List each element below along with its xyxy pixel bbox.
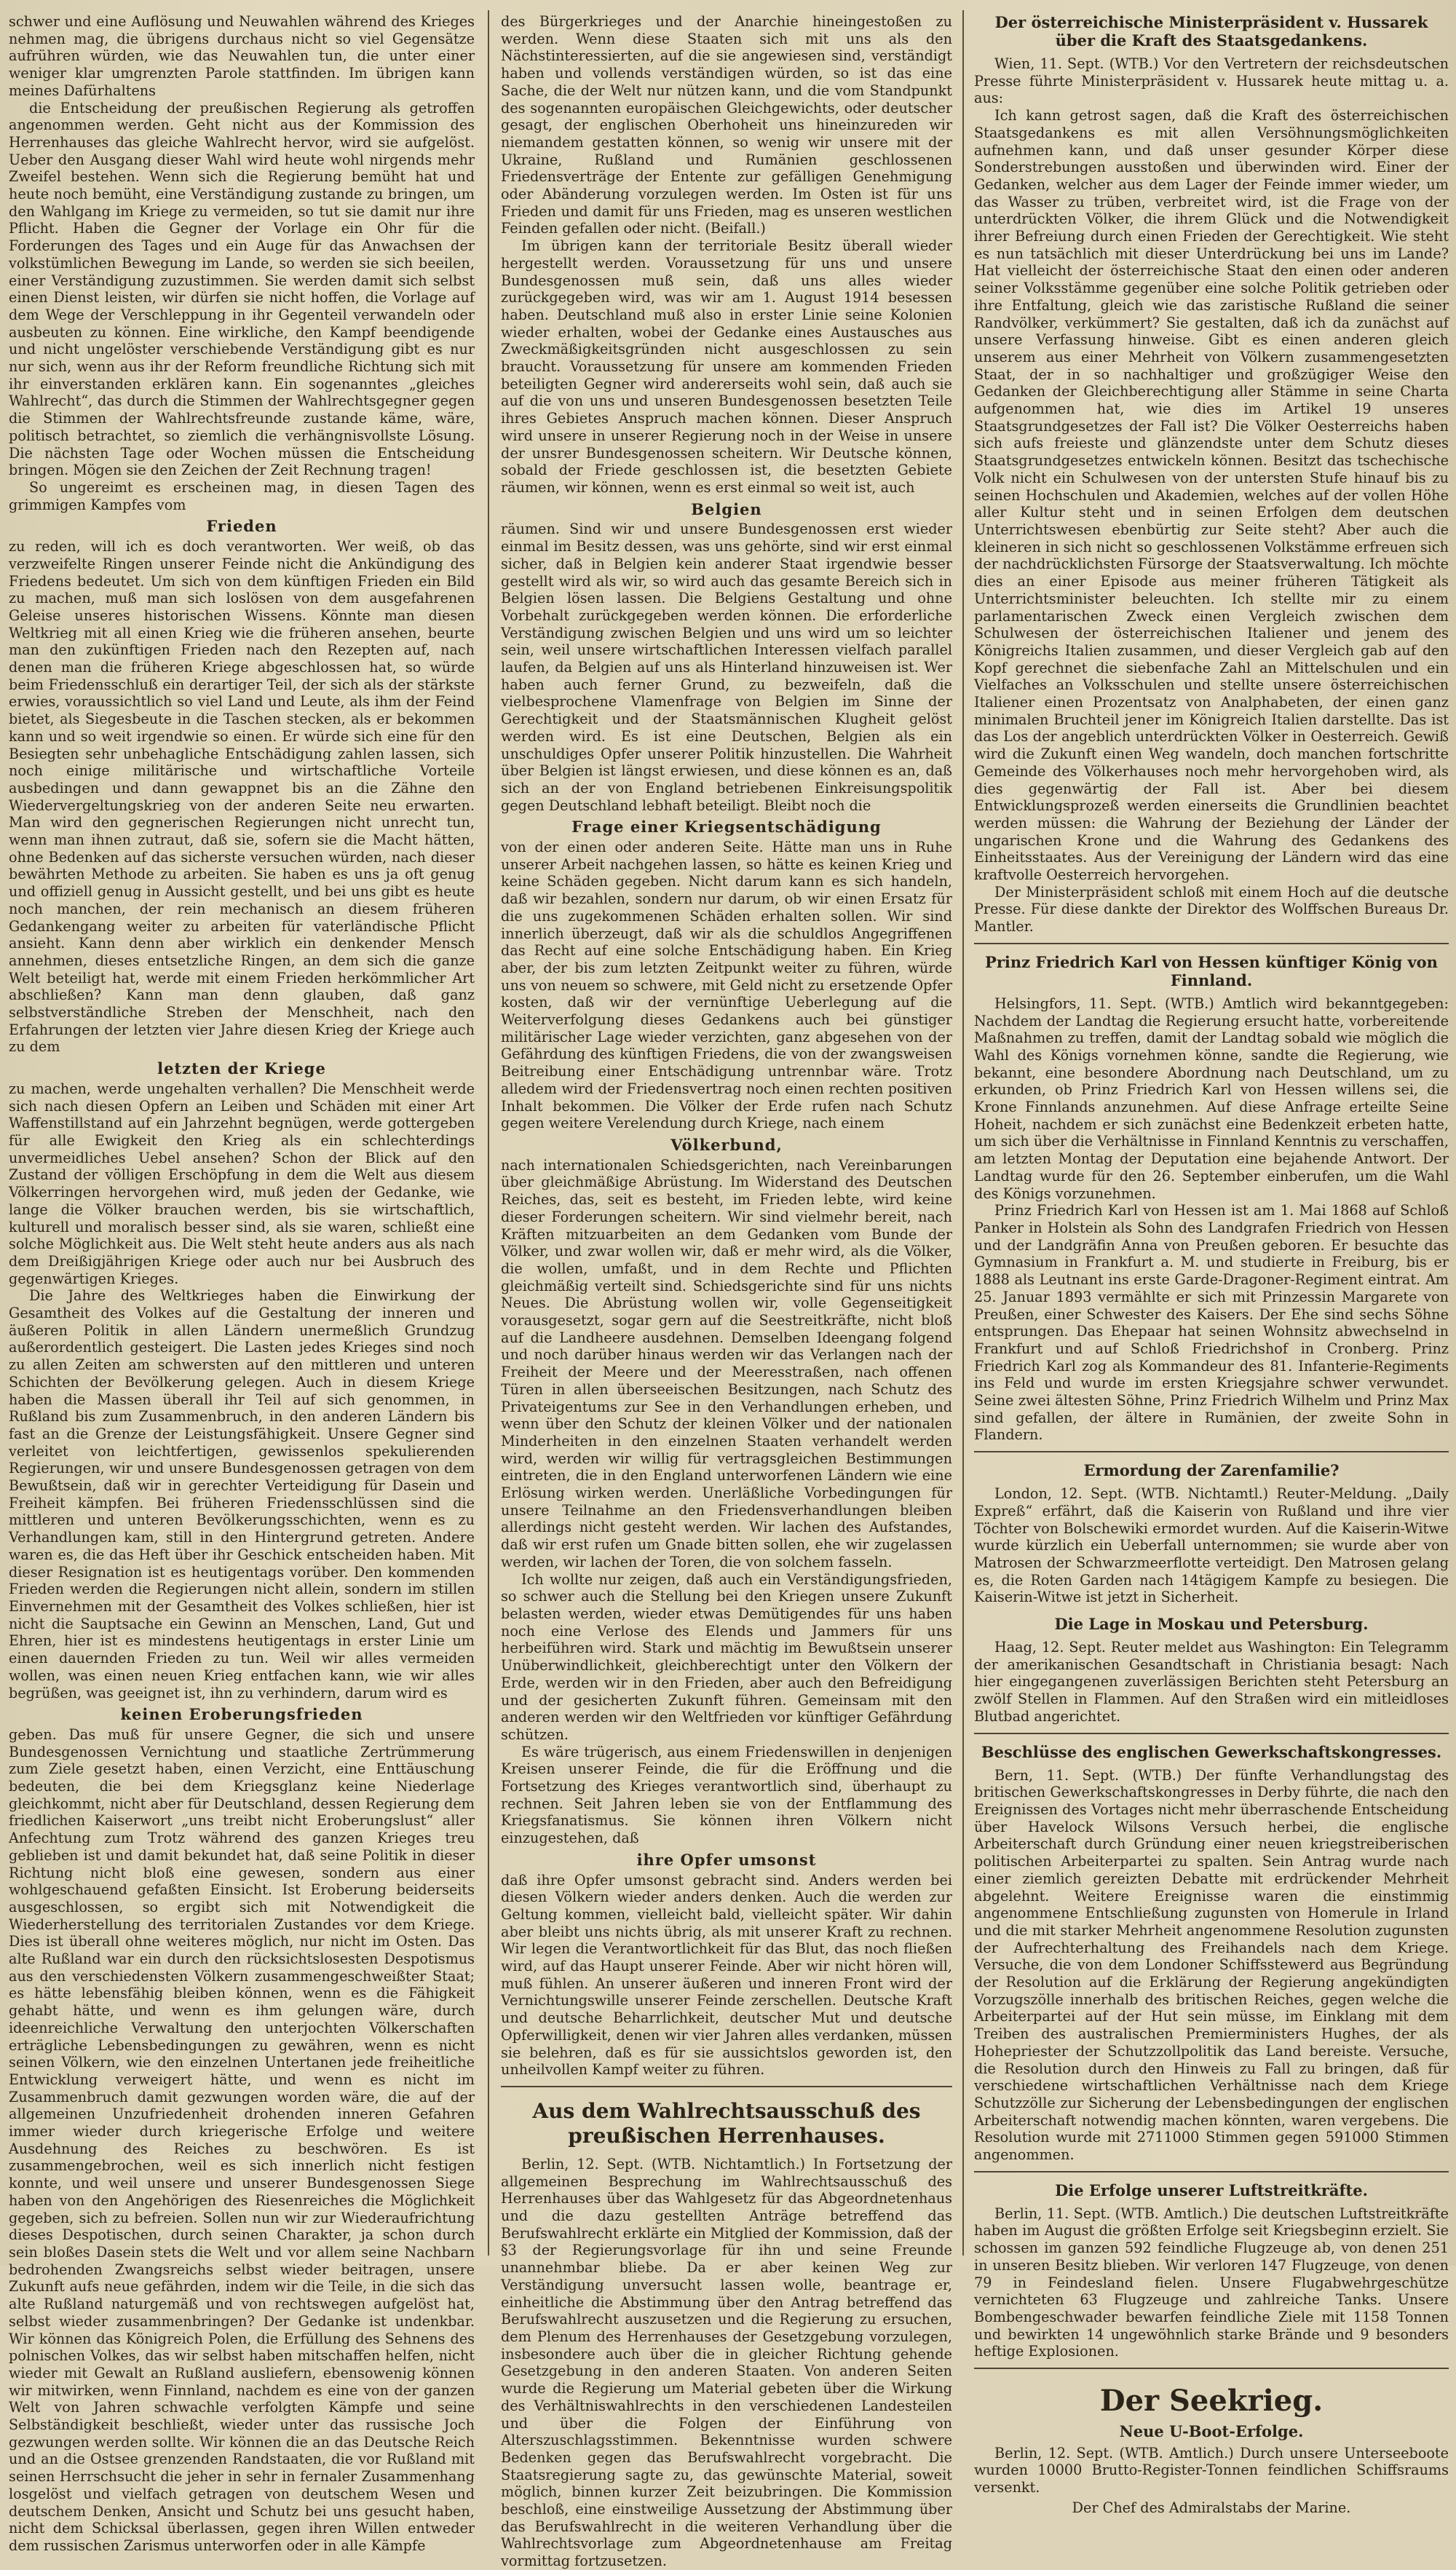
article-headline-finnland: Prinz Friedrich Karl von Hessen künftiger König von Finnland. <box>985 952 1438 989</box>
article-headline-gewerkschaft: Beschlüsse des englischen Gewerkschaftskongresses. <box>981 1742 1442 1761</box>
section-divider <box>974 943 1449 944</box>
paragraph: von der einen oder anderen Seite. Hätte man uns in Ruhe unserer Arbeit nachgehen lassen, so hätte es keinen Krieg und keine Schäden gegeben. Nicht darum kann es sich handeln, daß wir bezahlen, sondern nur darum, ob wir einen Ersatz für die uns zugekommenen Schäden erhalten sollen. Wir sind innerlich überzeugt, daß wir als die schuldlos Angegriffenen das Recht auf eine solche Entschädigung haben. Ein Krieg aber, der bis zum letzten Zeitpunkt weiter zu führen, würde uns von neuem so schwere, mit Geld nicht zu ersetzende Opfer kosten, daß wir der vernünftige Ueberlegung auf die Weiterverfolgung dieses Gedankens auch bei günstiger militärischer Lage wieder verzichten, ganz abgesehen von der Gefährdung des künftigen Friedens, die von der zwangsweisen Beitreibung einer Entschädigung untrennbar wäre. Trotz alledem wird der Friedensvertrag noch einen rechten positiven Inhalt bekommen. Die Völker der Erde rufen nach Schutz gegen weitere Verelendung durch Kriege, nach einem <box>501 839 952 1132</box>
article-headline-wahlrecht: Aus dem Wahlrechtsausschuß des preußischen Herrenhauses. <box>532 2098 921 2148</box>
article-subheadline-uboot: Neue U-Boot-Erfolge. <box>1119 2422 1304 2441</box>
column-rule <box>962 10 964 2255</box>
article-headline-luftstreitkraefte: Die Erfolge unserer Luftstreitkräfte. <box>1055 2180 1368 2199</box>
paragraph: Der Ministerpräsident schloß mit einem Hoch auf die deutsche Presse. Für diese dankte der Direktor des Wolffschen Bureaus Dr. Mantler. <box>974 883 1449 936</box>
paragraph: So ungereimt es erscheinen mag, in diesen Tagen des grimmigen Kampfes vom <box>9 478 475 513</box>
paragraph: Berlin, 11. Sept. (WTB. Amtlich.) Die deutschen Luftstreitkräfte haben im August die größten Erfolge seit Kriegsbeginn erzielt. Sie schossen im ganzen 592 feindliche Flugzeuge ab, von denen 251 in unseren Besitz blieben. Wir verloren 147 Flugzeuge, von denen 79 in Feindesland fielen. Unsere Flugabwehrgeschütze vernichteten 63 Flugzeuge und zahlreiche Tanks. Unsere Bombengeschwader bewarfen feindliche Ziele mit 1158 Tonnen und bewirkten 14 ungewöhnlich starke Brände und 9 besonders heftige Explosionen. <box>974 2205 1449 2360</box>
paragraph: Haag, 12. Sept. Reuter meldet aus Washington: Ein Telegramm der amerikanischen Gesandtschaft in Christiania besagt: Nach hier eingegangenen zuverlässigen Berichten steht Petersburg an zwölf Stellen in Flammen. Auf den Straßen wird ein mitleidloses Blutbad angerichtet. <box>974 1639 1449 1725</box>
subheading-kriegsentschaedigung: Frage einer Kriegsentschädigung <box>571 818 882 837</box>
column-left <box>9 13 475 2554</box>
article-headline-moskau: Die Lage in Moskau und Petersburg. <box>1054 1615 1369 1634</box>
subheading-letzten-krieg: letzten der Kriege <box>157 1059 326 1078</box>
paragraph: London, 12. Sept. (WTB. Nichtamtl.) Reuter-Meldung. „Daily Expreß“ erfährt, daß die Kaiserin von Rußland und ihre vier Töchter von Bolschewiki ermordet wurden. Auf die Kaiserin-Witwe wurde kürzlich ein Ueberfall unternommen; sie wurde aber von Matrosen der Schwarzmeerflotte verteidigt. Den Matrosen gelang es, die Roten Garden nach 14tägigem Kampfe zu besiegen. Die Kaiserin-Witwe ist jetzt in Sicherheit. <box>974 1485 1449 1606</box>
paragraph: Berlin, 12. Sept. (WTB. Nichtamtlich.) In Fortsetzung der allgemeinen Besprechung im Wahlrechtsausschuß des Herrenhauses über das Wahlgesetz für das Abgeordnetenhaus und die dazu gestellten Anträge betreffend das Berufswahlrecht erklärte ein Mitglied der Kommission, daß der §3 der Regierungsvorlage für ihn und seine Freunde unannehmbar bliebe. Da er aber keinen Weg zur Verständigung unversucht lassen wolle, beantrage er, einheitliche die Abstimmung über den Antrag betreffend das Berufswahlrecht auszusetzen und die Regierung zu ersuchen, dem Plenum des Herrenhauses der Gesetzgebung vorzulegen, insbesondere auch über die in gleicher Richtung gehende Gesetzgebung in den anderen Staaten. Von anderen Seiten wurde die Regierung um Material gebeten über die Wirkung des Verhältniswahlrechts in den verschiedenen Landesteilen und über die Folgen der Einführung von Alterszuschlagsstimmen. Bekenntnisse wurden schwere Bedenken gegen das Berufswahlrecht vorgebracht. Die Staatsregierung sagte zu, das gewünschte Material, soweit möglich, binnen kurzer Zeit beizubringen. Die Kommission beschloß, eine einstweilige Aussetzung der Abstimmung über das Berufswahlrecht in die weiteren Verhandlung über die Wahlrechtsvorlage zum Abgeordnetenhause am Freitag vormittag fortzusetzen. <box>501 2155 952 2570</box>
paragraph: Wien, 11. Sept. (WTB.) Vor den Vertretern der reichsdeutschen Presse führte Ministerpräsident v. Hussarek heute mittag u. a. aus: <box>974 55 1449 107</box>
column-right <box>974 13 1449 2516</box>
paragraph: zu machen, werde ungehalten verhallen? Die Menschheit werde sich nach diesen Opfern an Leiben und Schäden mit einer Art Waffenstillstand auf ein Jahrzehnt begnügen, werde gottergeben für alle Ewigkeit den Krieg als ein schlechterdings unvermeidliches Uebel ansehen? Schon der Blick auf den Zustand der völligen Erschöpfung in dem die Welt aus diesem Völkerringen hervorgehen wird, muß jeden der Gedanke, wie lange die Völker brauchen werden, bis sie wirtschaftlich, kulturell und moralisch besser sind, als sie waren, schließt eine solche Möglichkeit aus. Die Welt steht heute anders aus als nach dem Dreißigjährigen Kriege oder auch nur bei Ausbruch des gegenwärtigen Krieges. <box>9 1080 475 1287</box>
subheading-eroberungsfrieden: keinen Eroberungsfrieden <box>120 1705 363 1724</box>
paragraph: schwer und eine Auflösung und Neuwahlen während des Krieges nehmen mag, die übrigens durchaus nicht so viel Gegensätze aufrühren würden, wie das Neuwahlen tun, die unter einer weniger klar umgrenzten Parole stattfinden. Im übrigen kann meines Dafürhaltens <box>9 13 475 99</box>
article-headline-hussarek: Der österreichische Ministerpräsident v. Hussarek über die Kraft des Staatsgedankens. <box>994 13 1428 50</box>
section-divider <box>974 2368 1449 2369</box>
paragraph: Es wäre trügerisch, aus einem Friedenswillen in denjenigen Kreisen unserer Feinde, die für die Eröffnung und die Fortsetzung des Krieges verantwortlich sind, überhaupt zu rechnen. Seit Jahren leben sie von der Entflammung des Kriegsfanatismus. Sie können ihren Völkern nicht einzugestehen, daß <box>501 1743 952 1847</box>
section-divider <box>501 2086 952 2087</box>
signature-line: Der Chef des Admiralstabs der Marine. <box>1072 2499 1351 2516</box>
paragraph: Prinz Friedrich Karl von Hessen ist am 1. Mai 1868 auf Schloß Panker in Holstein als Sohn des Landgrafen Friedrich von Hessen und der Landgräfin Anna von Preußen geboren. Er besuchte das Gymnasium in Frankfurt a. M. und studierte in Freiburg, bis er 1888 als Leutnant ins erste Garde-Dragoner-Regiment eintrat. Am 25. Januar 1893 vermählte er sich mit Prinzessin Margarete von Preußen, einer Schwester des Kaisers. Der Ehe sind sechs Söhne entsprungen. Das Ehepaar hat seinen Wohnsitz abwechselnd in Frankfurt und auf Schloß Friedrichshof in Cronberg. Prinz Friedrich Karl zog als Kommandeur des 81. Infanterie-Regiments ins Feld und wurde im ersten Kriegsjahre schwer verwundet. Seine zwei ältesten Söhne, Prinz Friedrich Wilhelm und Prinz Max sind gefallen, der ältere in Rumänien, der zweite Sohn in Flandern. <box>974 1202 1449 1444</box>
column-middle <box>501 13 952 2570</box>
paragraph: des Bürgerkrieges und der Anarchie hineingestoßen zu werden. Wenn diese Staaten sich mit uns als den Nächstinteressierten, auf die sie angewiesen sind, verständigt haben und vollends verständigen würden, so ist das eine Sache, die der Welt nur nützen kann, und die vom Standpunkt des sogenannten europäischen Gleichgewichts, oder deutscher gesagt, der englischen Oberhoheit uns hineinzureden wir niemandem gestatten können, so wenig wir unsere mit der Ukraine, Rußland und Rumänien geschlossenen Friedensverträge der Entente zur gefälligen Genehmigung oder Abänderung vorzulegen werden. Im Osten ist für uns Frieden und damit für uns Frieden, mag es unseren westlichen Feinden gefallen oder nicht. (Beifall.) <box>501 13 952 237</box>
section-divider <box>974 2171 1449 2172</box>
paragraph: nach internationalen Schiedsgerichten, nach Vereinbarungen über gleichmäßige Abrüstung. Im Widerstand des Deutschen Reiches, das, seit es besteht, im Frieden lebte, wird keine dieser Forderungen scheitern. Wir sind vielmehr bereit, nach Kräften mitzuarbeiten an dem Gedanken vom Bunde der Völker, und zwar wollen wir, daß er mehr wird, als die Völker, die wollen, umfaßt, und in dem Rechte und Pflichten gleichmäßig verteilt sind. Schiedsgerichte sind für uns nichts Neues. Die Abrüstung wollen wir, volle Gegenseitigkeit vorausgesetzt, sogar gern auf die Seestreitkräfte, nicht bloß auf die Landheere ausdehnen. Demselben Ideengang folgend und noch darüber hinaus werden wir das Verlangen nach der Freiheit der Meere und der Meeresstraßen, nach offenen Türen in allen überseeischen Besitzungen, nach Schutz des Privateigentums zur See in den Verhandlungen erheben, und wenn über den Schutz der kleinen Völker und der nationalen Minderheiten in den einzelnen Staaten verhandelt werden wird, werden wir willig für vertragsgleichen Bestimmungen eintreten, die in den England unterworfenen Ländern wie eine Erlösung wirken werden. Unerläßliche Vorbedingungen für unsere Teilnahme an den Friedensverhandlungen bleiben allerdings nicht gesteht werden. Wir lachen des Aufstandes, daß wir erst rufen um Gnade bitten sollen, ehe wir zugelassen werden, wir lachen der Toren, die von solchem fasseln. <box>501 1156 952 1570</box>
subheading-belgien: Belgien <box>691 499 762 518</box>
paragraph: räumen. Sind wir und unsere Bundesgenossen erst wieder einmal im Besitz dessen, was uns gehörte, sind wir erst einmal sicher, daß in Belgien kein anderer Staat irgendwie besser gestellt wird als wir, so wird auch das gesamte Bereich sich in Belgien lösen lassen. Die Belgiens Gestaltung und ohne Vorbehalt zurückgegeben werden können. Die erforderliche Verständigung zwischen Belgien und uns wird um so leichter sein, weil unsere wirtschaftlichen Interessen vielfach parallel laufen, da Belgien auf uns als Hinterland hinzuweisen ist. Wer haben auch ferner Grund, zu bezweifeln, daß die vielbesprochene Vlamenfrage von Belgien im Sinne der Gerechtigkeit und der Staatsmännischen Klugheit gelöst werden wird. Es ist eine Deutschen, Belgien als ein unschuldiges Opfer unserer Politik hinzustellen. Die Wahrheit über Belgien ist längst erwiesen, und diese können es an, daß sich an der von England betriebenen Einkreisungspolitik gegen Deutschland lebhaft beteiligt. Bleibt noch die <box>501 521 952 814</box>
subheading-voelkerbund: Völkerbund, <box>670 1136 783 1154</box>
paragraph: daß ihre Opfer umsonst gebracht sind. Anders werden bei diesen Völkern wieder anders denken. Auch die werden zur Geltung kommen, vielleicht bald, vielleicht später. Wir dahin aber bleibt uns nichts übrig, als mit unserer Kraft zu rechnen. Wir legen die Verantwortlichkeit für das Blut, das noch fließen wird, auf das Haupt unserer Feinde. Aber wir nicht hören will, muß fühlen. An unserer äußeren und inneren Front wird der Vernichtungswille unserer Feinde zerschellen. Deutsche Kraft und deutsche Beharrlichkeit, deutscher Mut und deutsche Opferwilligkeit, denen wir vier Jahren alles verdanken, müssen sie belehren, daß es für sie aussichtslos geworden ist, den unheilvollen Kampf weiter zu führen. <box>501 1871 952 2079</box>
paragraph: Ich kann getrost sagen, daß die Kraft des österreichischen Staatsgedankens es mit allen Versöhnungsmöglichkeiten aufnehmen kann, und daß unser gesunder Körper diese Sonderstrebungen ausstoßen und überwinden wird. Einer der Gedanken, welcher aus dem Lager der Feinde immer wieder, um das Wasser zu trüben, verbreitet wird, ist die Frage von der unterdrückten Völker, die ihrem Glück und die Notwendigkeit ihrer Befreiung durch einen Frieden der Gerechtigkeit. Wie steht es nun tatsächlich mit dieser Unterdrückung bei uns im Lande? Hat vielleicht der österreichische Staat den einen oder anderen seiner Volksstämme gegenüber eine solche Politik getrieben oder ihre Entfaltung, gleich wie das zaristische Rußland die seiner Randvölker, verkümmert? Sie gestalten, daß ich da zunächst auf unsere Verfassung hinweise. Gibt es einen anderen gleich unserem aus einer Mehrheit von Völkern zusammengesetzten Staat, der in so nachhaltiger und großzügiger Weise den Gedanken der Gleichberechtigung aller Stämme in seine Charta aufgenommen hat, wie dies im Artikel 19 unseres Staatsgrundgesetzes der Fall ist? Die Völker Oesterreichs haben sich aufs freieste und glänzendste unter dem Schutz dieses Staatsgrundgesetzes entwickeln können. Besitzt das tschechische Volk nicht ein Schulwesen von der untersten Stufe hinauf bis zu seinen Hochschulen und Akademien, welches auf der vollen Höhe aller Kultur steht und in seinen Erfolgen dem deutschen Unterrichtswesen ebenbürtig zur Seite steht? Aber auch die kleineren in sich nicht so geschlossenen Volkstämme erfreuen sich der nachdrücklichsten Fürsorge der Staatsverwaltung. Ich möchte dies an einer Episode aus meiner früheren Tätigkeit als Unterrichtsminister beleuchten. Ich stellte mir zu einem parlamentarischen Zweck einen Vergleich zwischen dem Schulwesen der österreichischen Italiener und jenem des Königreichs Italien zusammen, und dieser Vergleich gab auf den Kopf gerechnet die siebenfache Zahl an Mittelschulen und ein Vielfaches an Volksschulen und stellte unsere österreichischen Italiener einen Prozentsatz von Analphabeten, der einen ganz minimalen Bruchteil jener im Königreich Italien darstellte. Das ist das Los der angeblich unterdrückten Völker in Oesterreich. Gewiß wird die Zukunft einen Weg wandeln, doch manchen fortschritte Gemeinde des Völkerhauses noch mehr hervorgehoben wird, als dies gegenwärtig der Fall ist. Aber bei diesem Entwicklungsprozeß werden einerseits die Grundlinien beachtet werden müssen: die Wahrung der Beziehung der Länder der ungarischen Krone und die Wahrung des Gedankens des Einheitsstaates. Aus der Vereinigung der Ländern wird das eine kraftvolle Oesterreich hervorgehen. <box>974 107 1449 884</box>
paragraph: Berlin, 12. Sept. (WTB. Amtlich.) Durch unsere Unterseeboote wurden 10000 Brutto-Register-Tonnen feindlichen Schiffsraums versenkt. <box>974 2444 1449 2496</box>
column-rule <box>488 10 489 2255</box>
section-divider <box>974 1733 1449 1734</box>
paragraph: Ich wollte nur zeigen, daß auch ein Verständigungsfrieden, so schwer auch die Stellung bei den Kriegen unsere Zukunft belasten werden, wieder etwas Demütigendes für uns haben noch eine Verlose des Elends und Jammers für uns herbeiführen wird. Stark und mächtig im Bewußtsein unserer Unüberwindlichkeit, gleichberechtigt unter den Völkern der Erde, werden wir in den Frieden, aber auch den Befreidigung und der gesicherten Zukunft führen. Gemeinsam mit den anderen werden wir den Weltfrieden vor künftiger Gefährdung schützen. <box>501 1570 952 1743</box>
paragraph: die Entscheidung der preußischen Regierung als getroffen angenommen werden. Geht nicht aus der Kommission des Herrenhauses das gleiche Wahlrecht hervor, wird sie aufgelöst. Ueber den Ausgang dieser Wahl wird heute wohl nirgends mehr Zweifel bestehen. Wenn sich die Regierung bemüht hat und heute noch bemüht, eine Verständigung zustande zu bringen, um den Wahlgang im Kriege zu vermeiden, so tut sie damit nur ihre Pflicht. Haben die Gegner der Vorlage ein Ohr für die Forderungen des Tages und ein Auge für das Anwachsen der volkstümlichen Bewegung im Lande, so werden sie sich beeilen, einer Verständigung zuzustimmen. Sie werden damit sich selbst einen Dienst leisten, wir dürfen sie nicht hoffen, die Vorlage auf dem Wege der Verschleppung in ihr Gegenteil verwandeln oder ausbeuten zu können. Eine wirkliche, den Kampf beendigende und nicht ungelöster verschiebende Verständigung gibt es nur nur sich, wenn aus ihr der Reform freundliche Richtung sich mit ihr einverstanden erklären kann. Ein sogenanntes „gleiches Wahlrecht“, das durch die Stimmen der Wahlrechtsgegner gegen die Stimmen der Wahlrechtsfreunde zustande käme, wäre, politisch betrachtet, so ziemlich die verhängnisvollste Lösung. Die nächsten Tage oder Wochen müssen die Entscheidung bringen. Mögen sie den Zeichen der Zeit Rechnung tragen! <box>9 99 475 479</box>
subheading-frieden: Frieden <box>206 517 277 536</box>
paragraph: Bern, 11. Sept. (WTB.) Der fünfte Verhandlungstag des britischen Gewerkschaftskongresses in Derby führte, die nach den Ereignissen des Vortages nicht mehr überraschende Entscheidung über Havelock Wilsons Versuch herbei, die englische Arbeiterschaft durch Gründung einer neuen kriegstreiberischen politischen Arbeiterpartei zu spalten. Sein Antrag wurde nach einer ziemlich gereizten Debatte mit erdrückender Mehrheit abgelehnt. Weitere Ereignisse waren die einstimmig angenommene Entschließung zugunsten von Homerule in Irland und die mit starker Mehrheit angenommene Resolution zugunsten der Aufrechterhaltung des Freihandels nach dem Kriege. Versuche, die von dem Londoner Schiffsstewerd aus Begründung der Resolution auf die Erklärung der Regierung angekündigten Vorzugszölle innerhalb des britischen Reiches, gegen welche die Arbeiterpartei auf der Hut sein müsse, im Einklang mit dem Treiben des australischen Premierministers Hughes, der als Hohepriester der Schutzzollpolitik das Land bereiste. Versuche, die Resolution durch den Hinweis zu Fall zu bringen, daß für verschiedene wirtschaftlichen Verhältnisse nach dem Kriege Schutzzölle zur Sicherung der Lebensbedingungen der englischen Arbeiterschaft notwendig machen könnten, waren vergebens. Die Resolution wurde mit 2711000 Stimmen gegen 591000 Stimmen angenommen. <box>974 1766 1449 2164</box>
section-divider <box>974 1451 1449 1452</box>
article-headline-seekrieg: Der Seekrieg. <box>1099 2384 1324 2419</box>
paragraph: geben. Das muß für unsere Gegner, die sich und unsere Bundesgenossen Vernichtung und staatliche Zertrümmerung zum Ziele gesetzt haben, einen Verzicht, eine Enttäuschung bedeuten, die bei dem Kriegsglanz keine Niederlage gleichkommt, nicht aber für Deutschland, dessen Regierung dem friedlichen Kaiserwort „uns treibt nicht Eroberungslust“ aller Anfechtung zum Trotz während des ganzen Krieges treu geblieben ist und damit bekundet hat, daß seine Politik in dieser Richtung nicht bloß eine gewesen, sondern aus einer wohlgeschauend gefaßten Einsicht. Ist Eroberung beiderseits ausgeschlossen, so ergibt sich mit Notwendigkeit die Wiederherstellung des territorialen Zustandes vor dem Kriege. Dies ist überall ohne weiteres möglich, nur nicht im Osten. Das alte Rußland war ein durch den rücksichtslosesten Despotismus aus den verschiedensten Völkern zusammengeschweißter Staat; es hätte lebensfähig bleiben können, wenn es die Fähigkeit gehabt hätte, und wenn es ihm gelungen wäre, durch ideenreichliche Verwaltung den unterjochten Völkerschaften erträgliche Lebensbedingungen zu gewähren, wenn es nicht seinen Völkern, wie den einzelnen Untertanen jede freiheitliche Entwicklung verweigert hätte, und wenn es nicht im Zusammenbruch damit gezwungen worden wäre, die auf der allgemeinen Unzufriedenheit drohenden inneren Gefahren immer wieder durch kriegerische Erfolge und weitere Ausdehnung des Reiches zu beschwören. Es ist zusammengebrochen, weil es sich innerlich nicht festigen konnte, und weil unsere und unserer Bundesgenossen Siege haben von den Angehörigen des Riesenreiches die Möglichkeit gegeben, sich zu befreien. Sollen nun wir zur Wiederaufrichtung dieses Despotischen, durch seinen Charakter, ja schon durch sein bloßes Dasein stets die Welt und vor allem seine Nachbarn bedrohenden Zwangsreichs selbst wieder beitragen, unsere Zukunft aufs neue gefährden, indem wir die Teile, in die sich das alte Rußland naturgemäß und von rechtswegen aufgelöst hat, selbst wieder zusammenbringen? Der Gedanke ist undenkbar. Wir können das Königreich Polen, die Erfüllung des Sehnens des polnischen Volkes, das wir selbst haben mitschaffen helfen, nicht wieder mit Gewalt an Rußland ausliefern, ebensowenig können wir mitwirken, wenn Finnland, nachdem es eine von der ganzen Welt von Jahren schwachle verfolgten Kämpfe und seine Selbständigkeit beschließt, wieder unter das russische Joch gezwungen werden sollte. Wir können die an das Deutsche Reich und an die Ostsee grenzenden Randstaaten, die vor Rußland mit seinen Herrschsucht die jeher in sehr in fernaler Zusammenhang losgelöst und vielfach getragen von deutschem Wesen und deutschem Denken, Ansicht und Schutz bei uns gesucht haben, nicht dem Schicksal überlassen, gegen ihren Willen entweder dem russischen Zarismus unterworfen oder in alle Kämpfe <box>9 1725 475 2554</box>
subheading-opfer: ihre Opfer umsonst <box>636 1850 817 1869</box>
paragraph: Im übrigen kann der territoriale Besitz überall wieder hergestellt werden. Voraussetzung für uns und unsere Bundesgenossen muß sein, daß uns alles wieder zurückgegeben wird, was wir am 1. August 1914 besessen haben. Deutschland muß also in erster Linie seine Kolonien wieder erhalten, wobei der Gedanke eines Austausches aus Zweckmäßigkeitsgründen nicht ausgeschlossen zu sein braucht. Voraussetzung für unsere am kommenden Frieden beteiligten Gegner wird andererseits wohl sein, daß auch sie auf die von uns und unseren Bundesgenossen besetzten Teile ihres Gebietes Anspruch machen können. Dieser Anspruch wird unsere in unserer Regierung noch in der Weise in unsere der unsrer Bundesgenossen scheitern. Wir Deutsche können, sobald der Friede geschlossen ist, die besetzten Gebiete räumen, wir können, wenn es erst einmal so weit ist, auch <box>501 237 952 496</box>
article-headline-zarenfamilie: Ermordung der Zarenfamilie? <box>1083 1461 1340 1480</box>
paragraph: Helsingfors, 11. Sept. (WTB.) Amtlich wird bekanntgegeben: Nachdem der Landtag die Regierung ersucht hatte, vorbereitende Maßnahmen zu treffen, damit der Landtag sobald wie möglich die Wahl des Königs vornehmen könne, sandte die Regierung, wie bekannt, eine besondere Abordnung nach Deutschland, um zu erkunden, ob Prinz Friedrich Karl von Hessen willens sei, die Krone Finnlands anzunehmen. Auf diese Anfrage erteilte Seine Hoheit, nachdem er sich zunächst eine Bedenkzeit erbeten hatte, um sich über die Verhältnisse in Finnland Kenntnis zu verschaffen, am letzten Montag der Deputation eine bejahende Antwort. Der Landtag wurde für den 26. September einberufen, um die Wahl des Königs vorzunehmen. <box>974 995 1449 1202</box>
paragraph: zu reden, will ich es doch verantworten. Wer weiß, ob das verzweifelte Ringen unserer Feinde nicht die Ankündigung des Friedens bedeutet. Um sich von dem künftigen Frieden ein Bild zu machen, muß man sich loslösen von dem ausgefahrenen Geleise unseres historischen Wissens. Könnte man diesen Weltkrieg mit all einen Krieg wie die früheren ansehen, beurte man den zukünftigen Frieden nach den Rezepten auf, nach denen man die früheren Kriege abgeschlossen hat, so würde beim Friedensschluß ein derartiger Teil, der sich als der stärkste erwies, voraussichtlich so viel Land und Leute, als ihm der Feind bietet, als Siegesbeute in die Taschen stecken, als er bekommen kann und so weit irgendwie so einen. Er würde sich eine für den Besiegten sehr unbehagliche Entschädigung zahlen lassen, sich noch einige militärische und wirtschaftliche Vorteile ausbedingen und dann gewappnet bis an die Zähne den Wiedervergeltungskrieg von der anderen Seite neu erwarten. Man wird den gegnerischen Regierungen nicht unrecht tun, wenn man ihnen zutraut, daß sie, sofern sie die Macht hätten, ohne Bedenken auf das sicherste versuchen würden, nach dieser bewährten Methode zu arbeiten. Sie haben es uns ja oft genug und offiziell genug in Aussicht gestellt, und bei uns gibt es heute noch manchen, der rein mechanisch an diesem früheren Gedankengang weiter zu arbeiten für vaterländische Pflicht ansieht. Kann denn aber wirklich ein denkender Mensch annehmen, dieses entsetzliche Ringen, an dem sich die ganze Welt beteiligt hat, werde mit einem Frieden herkömmlicher Art abschließen? Kann man denn glauben, daß ganz selbstverständliche Streben der Menschheit, nach den Erfahrungen der letzten vier Jahre diesen Krieg der Kriege auch zu dem <box>9 538 475 1056</box>
paragraph: Die Jahre des Weltkrieges haben die Einwirkung der Gesamtheit des Volkes auf die Gestaltung der inneren und äußeren Politik in allen Ländern unermeßlich Grundzug außerordentlich gesteigert. Die Lasten jedes Krieges sind noch zu allen Zeiten am schwersten auf den mittleren und unteren Schichten der Bevölkerung gelegen. Auch in diesem Kriege haben die Massen überall ihr Teil auf sich genommen, in Rußland bis zum Zusammenbruch, in den anderen Ländern bis fast an die Grenze der Leistungsfähigkeit. Unsere Gegner sind verleitet von leichtfertigen, gewissenlos spekulierenden Regierungen, wir und unsere Bundesgenossen getragen von dem Bewußtsein, daß wir in gerechter Verteidigung für Dasein und Freiheit kämpfen. Bei früheren Friedensschlüssen sind die mittleren und unteren Bevölkerungsschichten, wenn es zu Verhandlungen kam, still in den Hintergrund getreten. Andere waren es, die das Heft über ihr Geschick entscheiden haben. Mit dieser Resignation ist es heutigentags vorüber. Den kommenden Frieden werden die Regierungen nicht allein, sondern im stillen Einvernehmen mit der Gesamtheit des Volkes schließen, hier ist nicht die Sauptsache ein Gewinn an Menschen, Land, Gut und Ehren, hier ist es mindestens heutigentags in erster Linie um einen dauernden Frieden zu tun. Weil wir alles vermeiden wollen, was einen neuen Krieg entfachen kann, wie wir alles begrüßen, was geeignet ist, ihn zu verhindern, darum wird es <box>9 1287 475 1701</box>
